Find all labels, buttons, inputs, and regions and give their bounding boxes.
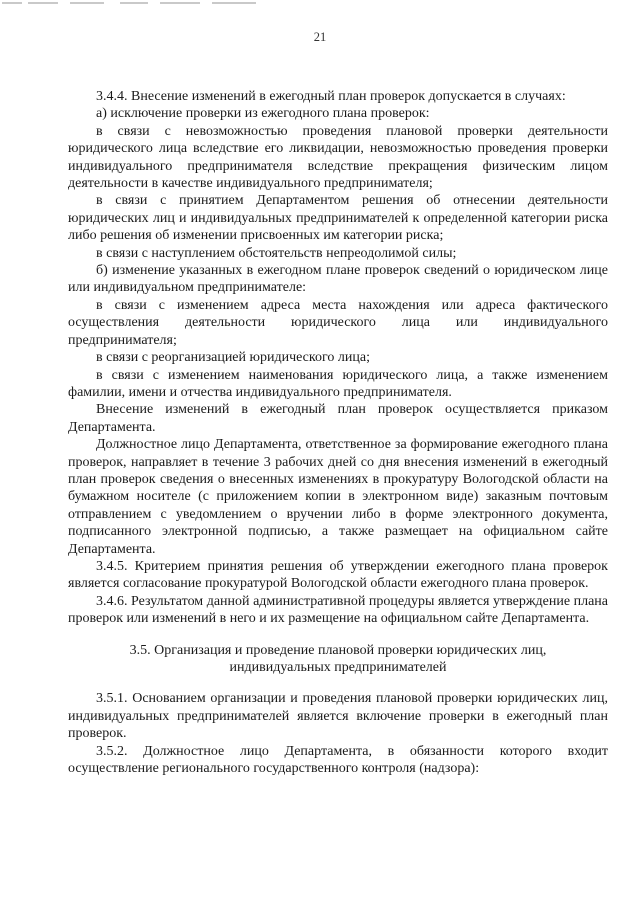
paragraph: а) исключение проверки из ежегодного плана проверок: [96, 106, 430, 122]
paragraph: 3.4.4. Внесение изменений в ежегодный план проверок допускается в случаях: [96, 89, 566, 104]
document-body [68, 88, 608, 777]
spacer [68, 676, 608, 690]
paragraph: 3.4.6. Результатом данной административной процедуры является утверждение плана проверок или изменений в него и их размещение на официальном сайте Департамента. [68, 593, 608, 627]
spacer [68, 628, 608, 642]
paragraph: 3.5.2. Должностное лицо Департамента, в обязанности которого входит осуществление регионального государственного контроля (надзора): [68, 743, 608, 777]
page-number: 21 [313, 30, 327, 44]
paragraph: в связи с реорганизацией юридического лица; [96, 350, 370, 366]
section-heading: 3.5. Организация и проведение плановой проверки юридических лиц, индивидуальных предпринимателей [129, 642, 547, 675]
paragraph: в связи с изменением адреса места нахождения или адреса фактического осуществления деятельности юридического лица или индивидуального предпринимателя; [68, 297, 608, 348]
paragraph: Внесение изменений в ежегодный план проверок осуществляется приказом Департамента. [68, 402, 608, 435]
paragraph: 3.4.5. Критерием принятия решения об утверждении ежегодного плана проверок является согласование прокуратурой Вологодской области ежегодного плана проверок. [68, 558, 608, 592]
paragraph: в связи с наступлением обстоятельств непреодолимой силы; [96, 245, 457, 261]
paragraph: 3.5.1. Основанием организации и проведения плановой проверки юридических лиц, индивидуальных предпринимателей является включение проверки в ежегодный план проверок. [68, 691, 608, 742]
paragraph: в связи с изменением наименования юридического лица, а также изменением фамилии, имени и отчества индивидуального предпринимателя. [68, 367, 608, 400]
paragraph: в связи с невозможностью проведения плановой проверки деятельности юридического лица вследствие его ликвидации, невозможностью проведения проверки индивидуального предпринимателя вследствие прекращения физическим лицом деятельности в качестве индивидуального предпринимателя; [68, 123, 608, 192]
paragraph: б) изменение указанных в ежегодном плане проверок сведений о юридическом лице или индивидуальном предпринимателе: [68, 263, 608, 296]
paragraph: в связи с принятием Департаментом решения об отнесении деятельности юридических лиц и индивидуальных предпринимателей к определенной категории риска либо решения об изменении присвоенных им категории риска; [68, 193, 608, 244]
paragraph: Должностное лицо Департамента, ответственное за формирование ежегодного плана проверок, направляет в течение 3 рабочих дней со дня внесения изменений в ежегодный план проверок сведения о внесенных изменениях в прокуратуру Вологодской области на бумажном носителе (с приложением копии в электронном виде) заказным почтовым отправлением с уведомлением о вручении либо в форме электронного документа, подписанного электронной подписью, а также размещает на официальном сайте Департамента. [68, 437, 608, 557]
scan-artifact [0, 0, 300, 8]
